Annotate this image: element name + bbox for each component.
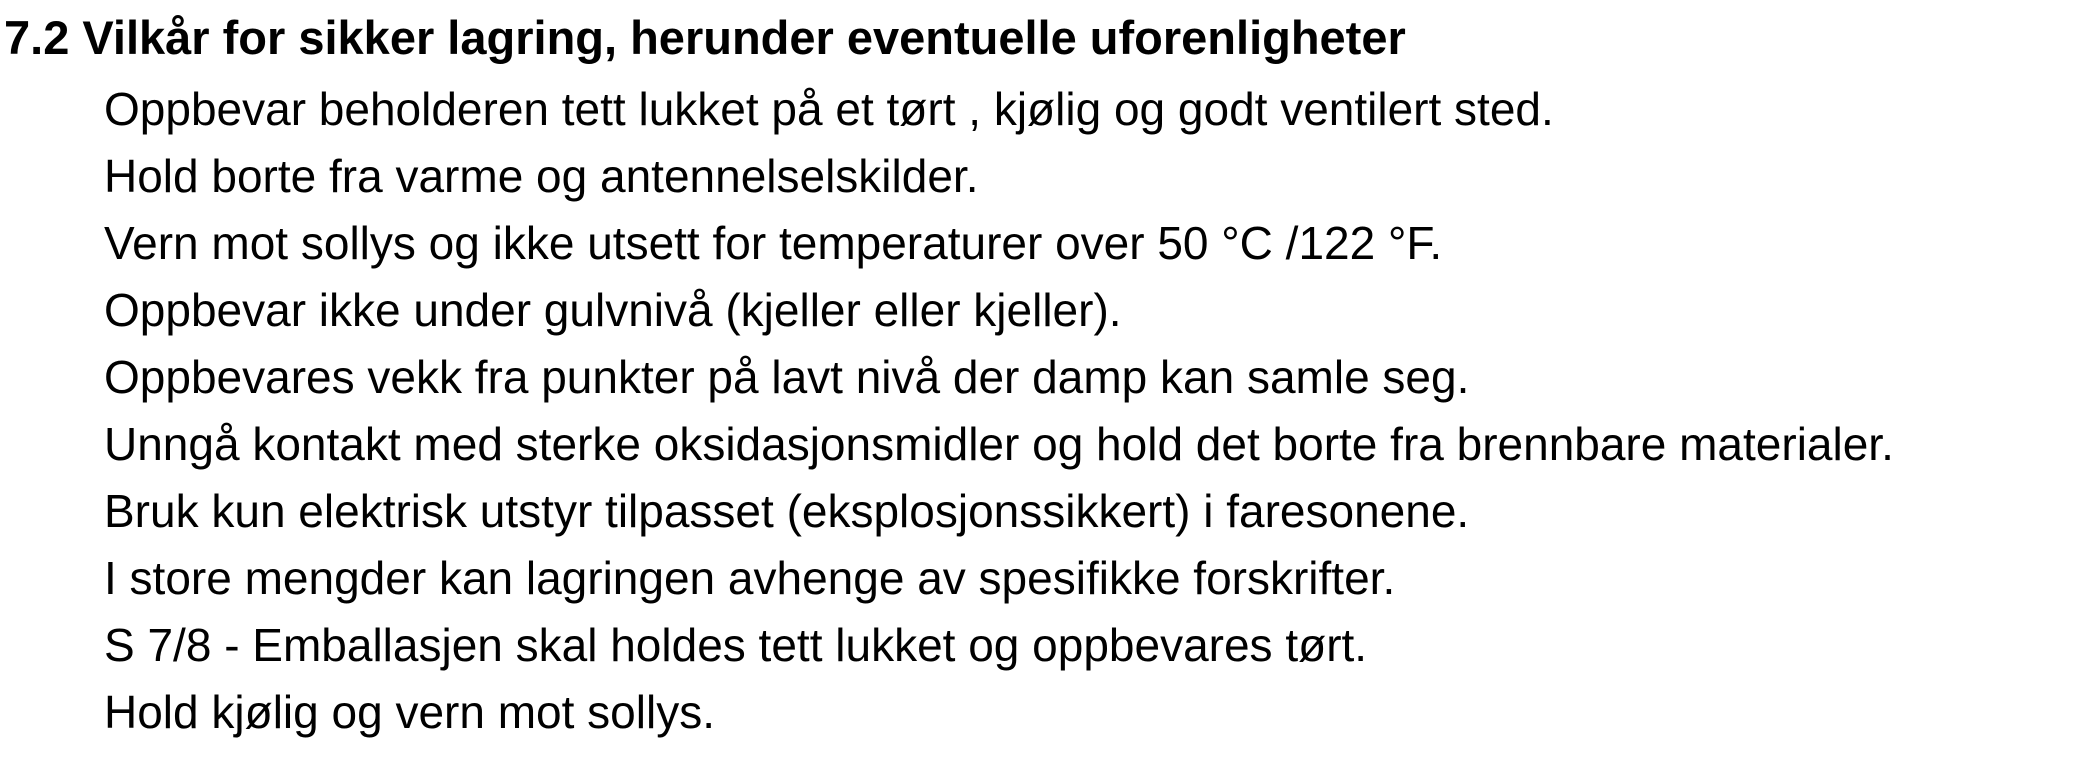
- storage-line-7: Bruk kun elektrisk utstyr tilpasset (eksplosjonssikkert) i faresonene.: [104, 485, 1470, 537]
- storage-line-10: Hold kjølig og vern mot sollys.: [104, 686, 715, 738]
- storage-conditions-list: [104, 76, 1894, 746]
- storage-line-9: S 7/8 - Emballasjen skal holdes tett lukket og oppbevares tørt.: [104, 619, 1368, 671]
- storage-line-3: Vern mot sollys og ikke utsett for temperaturer over 50 °C /122 °F.: [104, 217, 1443, 269]
- storage-line-6: Unngå kontakt med sterke oksidasjonsmidler og hold det borte fra brennbare materialer.: [104, 418, 1894, 470]
- storage-line-4: Oppbevar ikke under gulvnivå (kjeller eller kjeller).: [104, 284, 1122, 336]
- storage-line-2: Hold borte fra varme og antennelselskilder.: [104, 150, 979, 202]
- storage-line-1: Oppbevar beholderen tett lukket på et tørt , kjølig og godt ventilert sted.: [104, 83, 1554, 135]
- section-heading: 7.2 Vilkår for sikker lagring, herunder eventuelle uforenligheter: [4, 11, 1406, 64]
- storage-line-8: I store mengder kan lagringen avhenge av spesifikke forskrifter.: [104, 552, 1396, 604]
- storage-line-5: Oppbevares vekk fra punkter på lavt nivå der damp kan samle seg.: [104, 351, 1470, 403]
